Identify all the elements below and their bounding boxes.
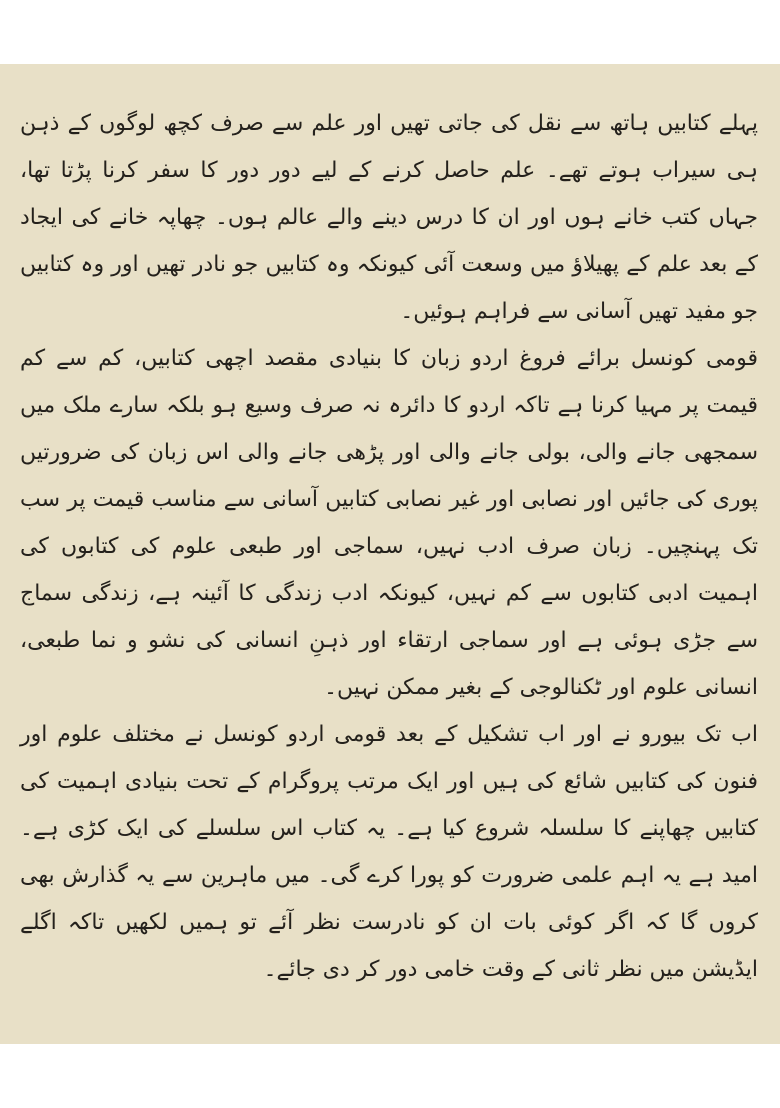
- page-text: [20, 100, 758, 993]
- paragraph-council-aims: قومی کونسل برائے فروغ اردو زبان کا بنیادی مقصد اچھی کتابیں، کم سے کم قیمت پر مہیا کرنا ہے تاکہ اردو کا دائرہ نہ صرف وسیع ہو بلکہ سارے ملک میں سمجھی جانے والی، بولی جانے والی اور پڑھی جانے والی اس زبان کی ضرورتیں پوری کی جائیں اور نصابی اور غیر نصابی کتابیں آسانی سے مناسب قیمت پر سب تک پہنچیں۔ زبان صرف ادب نہیں، سماجی اور طبعی علوم کی کتابوں کی اہمیت ادبی کتابوں سے کم نہیں، کیونکہ ادب زندگی کا آئینہ ہے، زندگی سماج سے جڑی ہوئی ہے اور سماجی ارتقاء اور ذہنِ انسانی کی نشو و نما طبعی، انسانی علوم اور ٹکنالوجی کے بغیر ممکن نہیں۔: [20, 346, 758, 700]
- scanned-page: [0, 64, 780, 1044]
- paragraph-publications: اب تک بیورو نے اور اب تشکیل کے بعد قومی اردو کونسل نے مختلف علوم اور فنون کی کتابیں شائع کی ہیں اور ایک مرتب پروگرام کے تحت بنیادی اہمیت کی کتابیں چھاپنے کا سلسلہ شروع کیا ہے۔ یہ کتاب اس سلسلے کی ایک کڑی ہے۔ امید ہے یہ اہم علمی ضرورت کو پورا کرے گی۔ میں ماہرین سے یہ گذارش بھی کروں گا کہ اگر کوئی بات ان کو نادرست نظر آئے تو ہمیں لکھیں تاکہ اگلے ایڈیشن میں نظر ثانی کے وقت خامی دور کر دی جائے۔: [20, 722, 758, 982]
- paragraph-history-of-books: پہلے کتابیں ہاتھ سے نقل کی جاتی تھیں اور علم سے صرف کچھ لوگوں کے ذہن ہی سیراب ہوتے تھے۔ علم حاصل کرنے کے لیے دور دور کا سفر کرنا پڑتا تھا، جہاں کتب خانے ہوں اور ان کا درس دینے والے عالم ہوں۔ چھاپہ خانے کی ایجاد کے بعد علم کے پھیلاؤ میں وسعت آئی کیونکہ وہ کتابیں جو نادر تھیں اور وہ کتابیں جو مفید تھیں آسانی سے فراہم ہوئیں۔: [20, 111, 758, 324]
